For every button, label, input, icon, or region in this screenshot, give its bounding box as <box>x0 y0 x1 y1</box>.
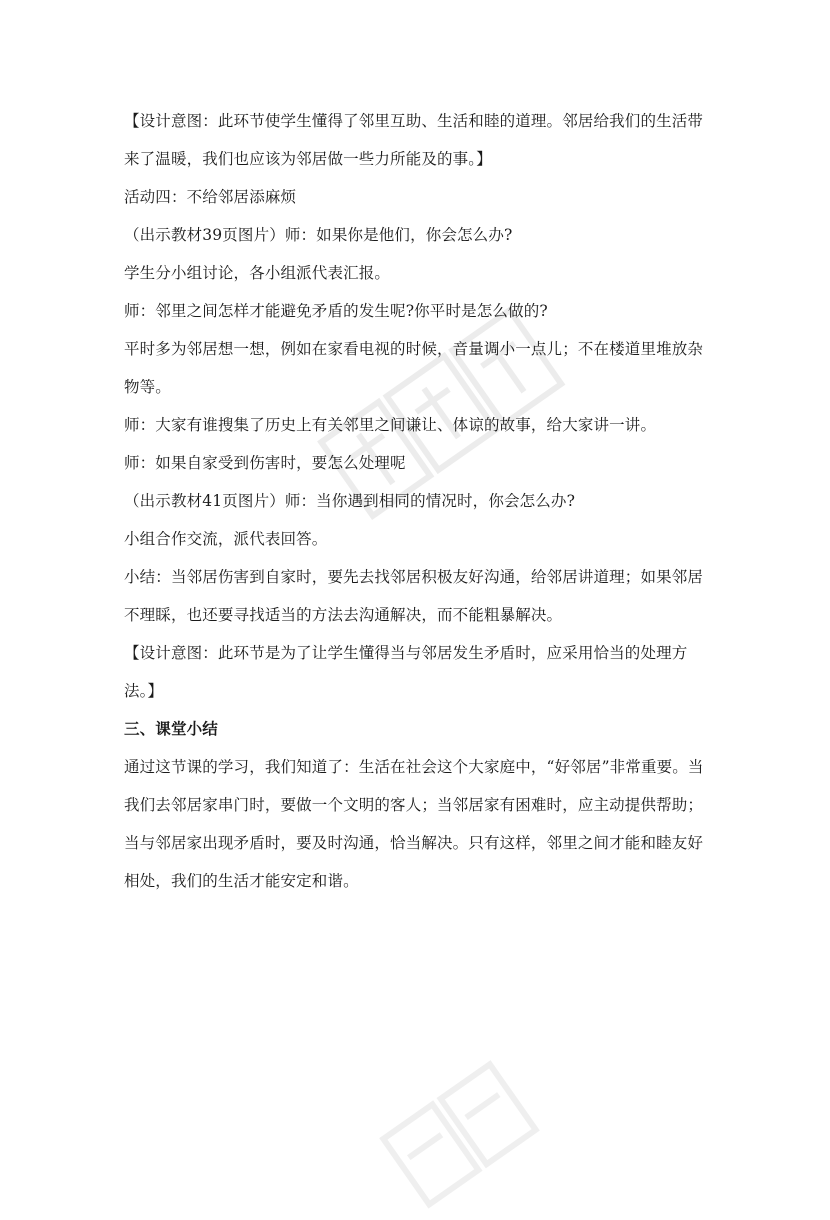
watermark-stamp-icon-bottom <box>330 1020 630 1220</box>
summary-paragraph: 小结：当邻居伤害到自家时，要先去找邻居积极友好沟通，给邻居讲道理；如果邻居不理睬，也还要寻找适当的方法去沟通解决，而不能粗暴解决。 <box>124 568 704 624</box>
instruction-paragraph: 师：邻里之间怎样才能避免矛盾的发生呢?你平时是怎么做的? <box>124 302 548 320</box>
instruction-paragraph: （出示教材39页图片）师：如果你是他们，你会怎么办? <box>124 226 513 244</box>
document-body <box>124 102 714 900</box>
instruction-paragraph: （出示教材41页图片）师：当你遇到相同的情况时，你会怎么办? <box>124 492 576 510</box>
answer-paragraph: 平时多为邻居想一想，例如在家看电视的时候，音量调小一点儿；不在楼道里堆放杂物等。 <box>124 340 704 396</box>
activity-title: 活动四：不给邻居添麻烦 <box>124 188 297 206</box>
instruction-paragraph: 小组合作交流，派代表回答。 <box>124 530 328 548</box>
instruction-paragraph: 师：如果自家受到伤害时，要怎么处理呢 <box>124 454 406 472</box>
instruction-paragraph: 师：大家有谁搜集了历史上有关邻里之间谦让、体谅的故事，给大家讲一讲。 <box>124 416 657 434</box>
design-intent-paragraph: 【设计意图：此环节使学生懂得了邻里互助、生活和睦的道理。邻居给我们的生活带来了温暖，我们也应该为邻居做一些力所能及的事。】 <box>124 112 704 168</box>
section-body-paragraph: 通过这节课的学习，我们知道了：生活在社会这个大家庭中，“好邻居”非常重要。当我们去邻居家串门时，要做一个文明的客人；当邻居家有困难时，应主动提供帮助；当与邻居家出现矛盾时，要及时沟通，恰当解决。只有这样，邻里之间才能和睦友好相处，我们的生活才能安定和谐。 <box>124 758 704 890</box>
section-heading: 三、课堂小结 <box>124 720 218 738</box>
design-intent-paragraph: 【设计意图：此环节是为了让学生懂得当与邻居发生矛盾时，应采用恰当的处理方法。】 <box>124 644 688 700</box>
instruction-paragraph: 学生分小组讨论，各小组派代表汇报。 <box>124 264 391 282</box>
